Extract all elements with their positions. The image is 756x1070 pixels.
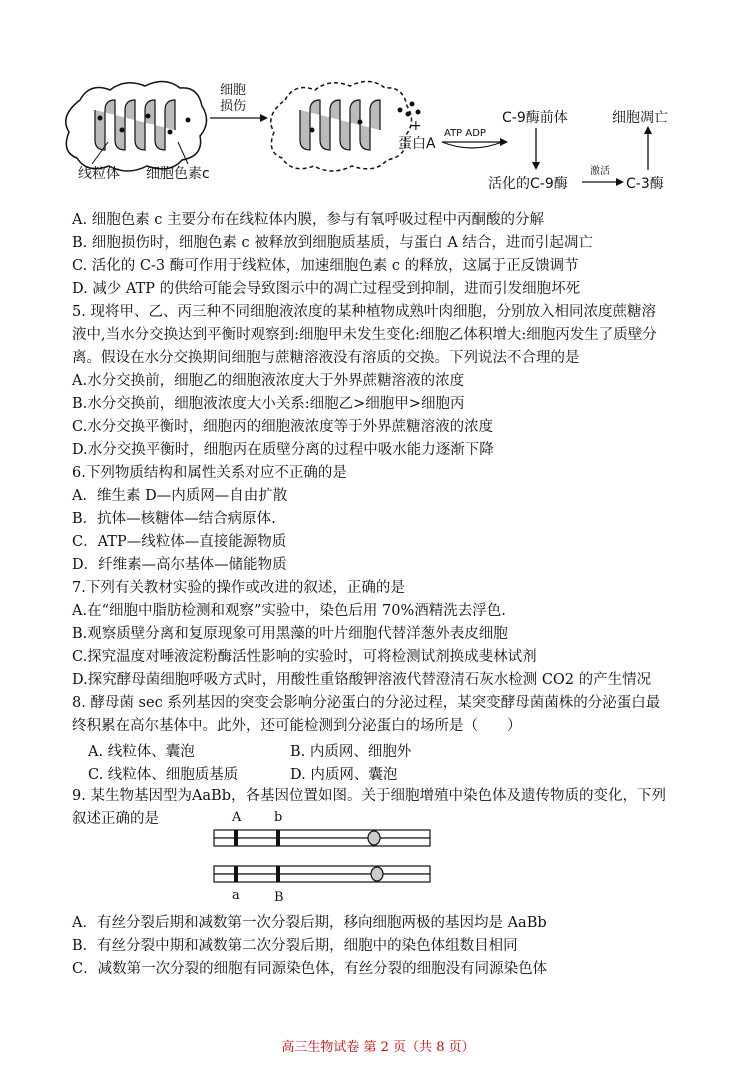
label-cell-damage-2: 损伤: [220, 99, 247, 114]
mitochondrion-damaged: [271, 81, 412, 171]
gene-label-b: b: [274, 810, 283, 825]
q7-option-a: A.在“细胞中脂肪检测和观察”实验中，染色后用 70%酒精洗去浮色.: [72, 603, 506, 619]
label-c9-precursor: C-9酶前体: [502, 110, 568, 126]
q9-option-a: A．有丝分裂后期和减数第一次分裂后期，移向细胞两极的基因均是 AaBb: [72, 915, 547, 931]
label-plus: +: [410, 118, 422, 134]
q6-option-b: B．抗体—核糖体—结合病原体.: [72, 511, 276, 527]
q7-option-c: C.探究温度对唾液淀粉酶活性影响的实验时，可将检测试剂换成斐林试剂: [72, 649, 537, 665]
q4-option-c: C. 活化的 C-3 酶可作用于线粒体，加速细胞色素 c 的释放，这属于正反馈调节: [72, 258, 579, 274]
gene-label-A: A: [232, 810, 242, 825]
q9-option-c: C．减数第一次分裂的细胞有同源染色体，有丝分裂的细胞没有同源染色体: [72, 961, 548, 977]
label-cell-damage-1: 细胞: [220, 83, 247, 98]
gene-label-B: B: [274, 890, 284, 905]
q4-option-b: B. 细胞损伤时，细胞色素 c 被释放到细胞质基质，与蛋白 A 结合，进而引起凋亡: [72, 235, 593, 251]
q4-option-a: A. 细胞色素 c 主要分布在线粒体内膜，参与有氧呼吸过程中丙酮酸的分解: [72, 212, 545, 228]
q7-option-d: D.探究酵母菌细胞呼吸方式时，用酸性重铬酸钾溶液代替澄清石灰水检测 CO2 的产生情况: [72, 672, 652, 688]
label-c9-active: 活化的C-9酶: [488, 176, 568, 192]
q7-stem: 7.下列有关教材实验的操作或改进的叙述，正确的是: [72, 580, 405, 596]
q8-stem-2: 终积累在高尔基体中。此外，还可能检测到分泌蛋白的场所是（ ）: [72, 718, 522, 734]
label-atp-adp: ATP ADP: [444, 128, 486, 139]
q6-option-d: D．纤维素—高尔基体—储能物质: [72, 557, 287, 573]
q5-stem-2: 液中,当水分交换达到平衡时观察到:细胞甲未发生变化:细胞乙体积增大:细胞丙发生了质壁分: [72, 327, 657, 343]
q5-option-b: B.水分交换前，细胞液浓度大小关系:细胞乙>细胞甲>细胞丙: [72, 396, 465, 412]
q8-option-c: C. 线粒体、细胞质基质: [88, 767, 239, 783]
q5-option-a: A.水分交换前，细胞乙的细胞液浓度大于外界蔗糖溶液的浓度: [72, 373, 465, 389]
chromosome-diagram: [210, 808, 450, 908]
gene-label-a: a: [232, 888, 240, 903]
label-activate: 激活: [590, 166, 610, 177]
q6-option-c: C．ATP—线粒体—直接能源物质: [72, 534, 287, 550]
q8-option-b: B. 内质网、细胞外: [290, 744, 412, 760]
q5-option-d: D.水分交换平衡时，细胞丙在质壁分离的过程中吸水能力逐渐下降: [72, 442, 494, 458]
q9-stem-2: 叙述正确的是: [72, 811, 159, 827]
q5-stem-1: 5. 现将甲、乙、丙三种不同细胞液浓度的某种植物成熟叶肉细胞，分别放入相同浓度蔗糖溶: [72, 304, 656, 320]
footer-text: 高三生物试卷 第 2 页（共 8 页）: [281, 1040, 475, 1055]
q8-option-d: D. 内质网、囊泡: [290, 767, 398, 783]
apoptosis-diagram: [60, 70, 700, 200]
q6-option-a: A．维生素 D—内质网—自由扩散: [72, 488, 288, 504]
q4-option-d: D. 减少 ATP 的供给可能会导致图示中的凋亡过程受到抑制，进而引发细胞坏死: [72, 281, 581, 297]
q9-option-b: B．有丝分裂中期和减数第二次分裂后期，细胞中的染色体组数目相同: [72, 938, 518, 954]
label-cytochrome-c: 细胞色素c: [146, 166, 210, 182]
q5-stem-3: 离。假设在水分交换期间细胞与蔗糖溶液没有溶质的交换。下列说法不合理的是: [72, 350, 580, 366]
label-protein-a: 蛋白A: [398, 136, 436, 152]
q5-option-c: C.水分交换平衡时，细胞丙的细胞液浓度等于外界蔗糖溶液的浓度: [72, 419, 494, 435]
q9-stem-1: 9. 某生物基因型为AaBb，各基因位置如图。关于细胞增殖中染色体及遗传物质的变化，下列: [72, 788, 666, 804]
q8-stem-1: 8. 酵母菌 sec 系列基因的突变会影响分泌蛋白的分泌过程，某突变酵母菌菌株的分泌蛋白最: [72, 695, 661, 711]
q8-option-a: A. 线粒体、囊泡: [88, 744, 195, 760]
page-footer: [0, 1036, 756, 1055]
label-c3: C-3酶: [626, 176, 664, 192]
q7-option-b: B.观察质壁分离和复原现象可用黑藻的叶片细胞代替洋葱外表皮细胞: [72, 626, 508, 642]
label-apoptosis: 细胞凋亡: [612, 110, 668, 126]
q6-stem: 6.下列物质结构和属性关系对应不正确的是: [72, 465, 347, 481]
label-mitochondrion: 线粒体: [78, 166, 120, 182]
